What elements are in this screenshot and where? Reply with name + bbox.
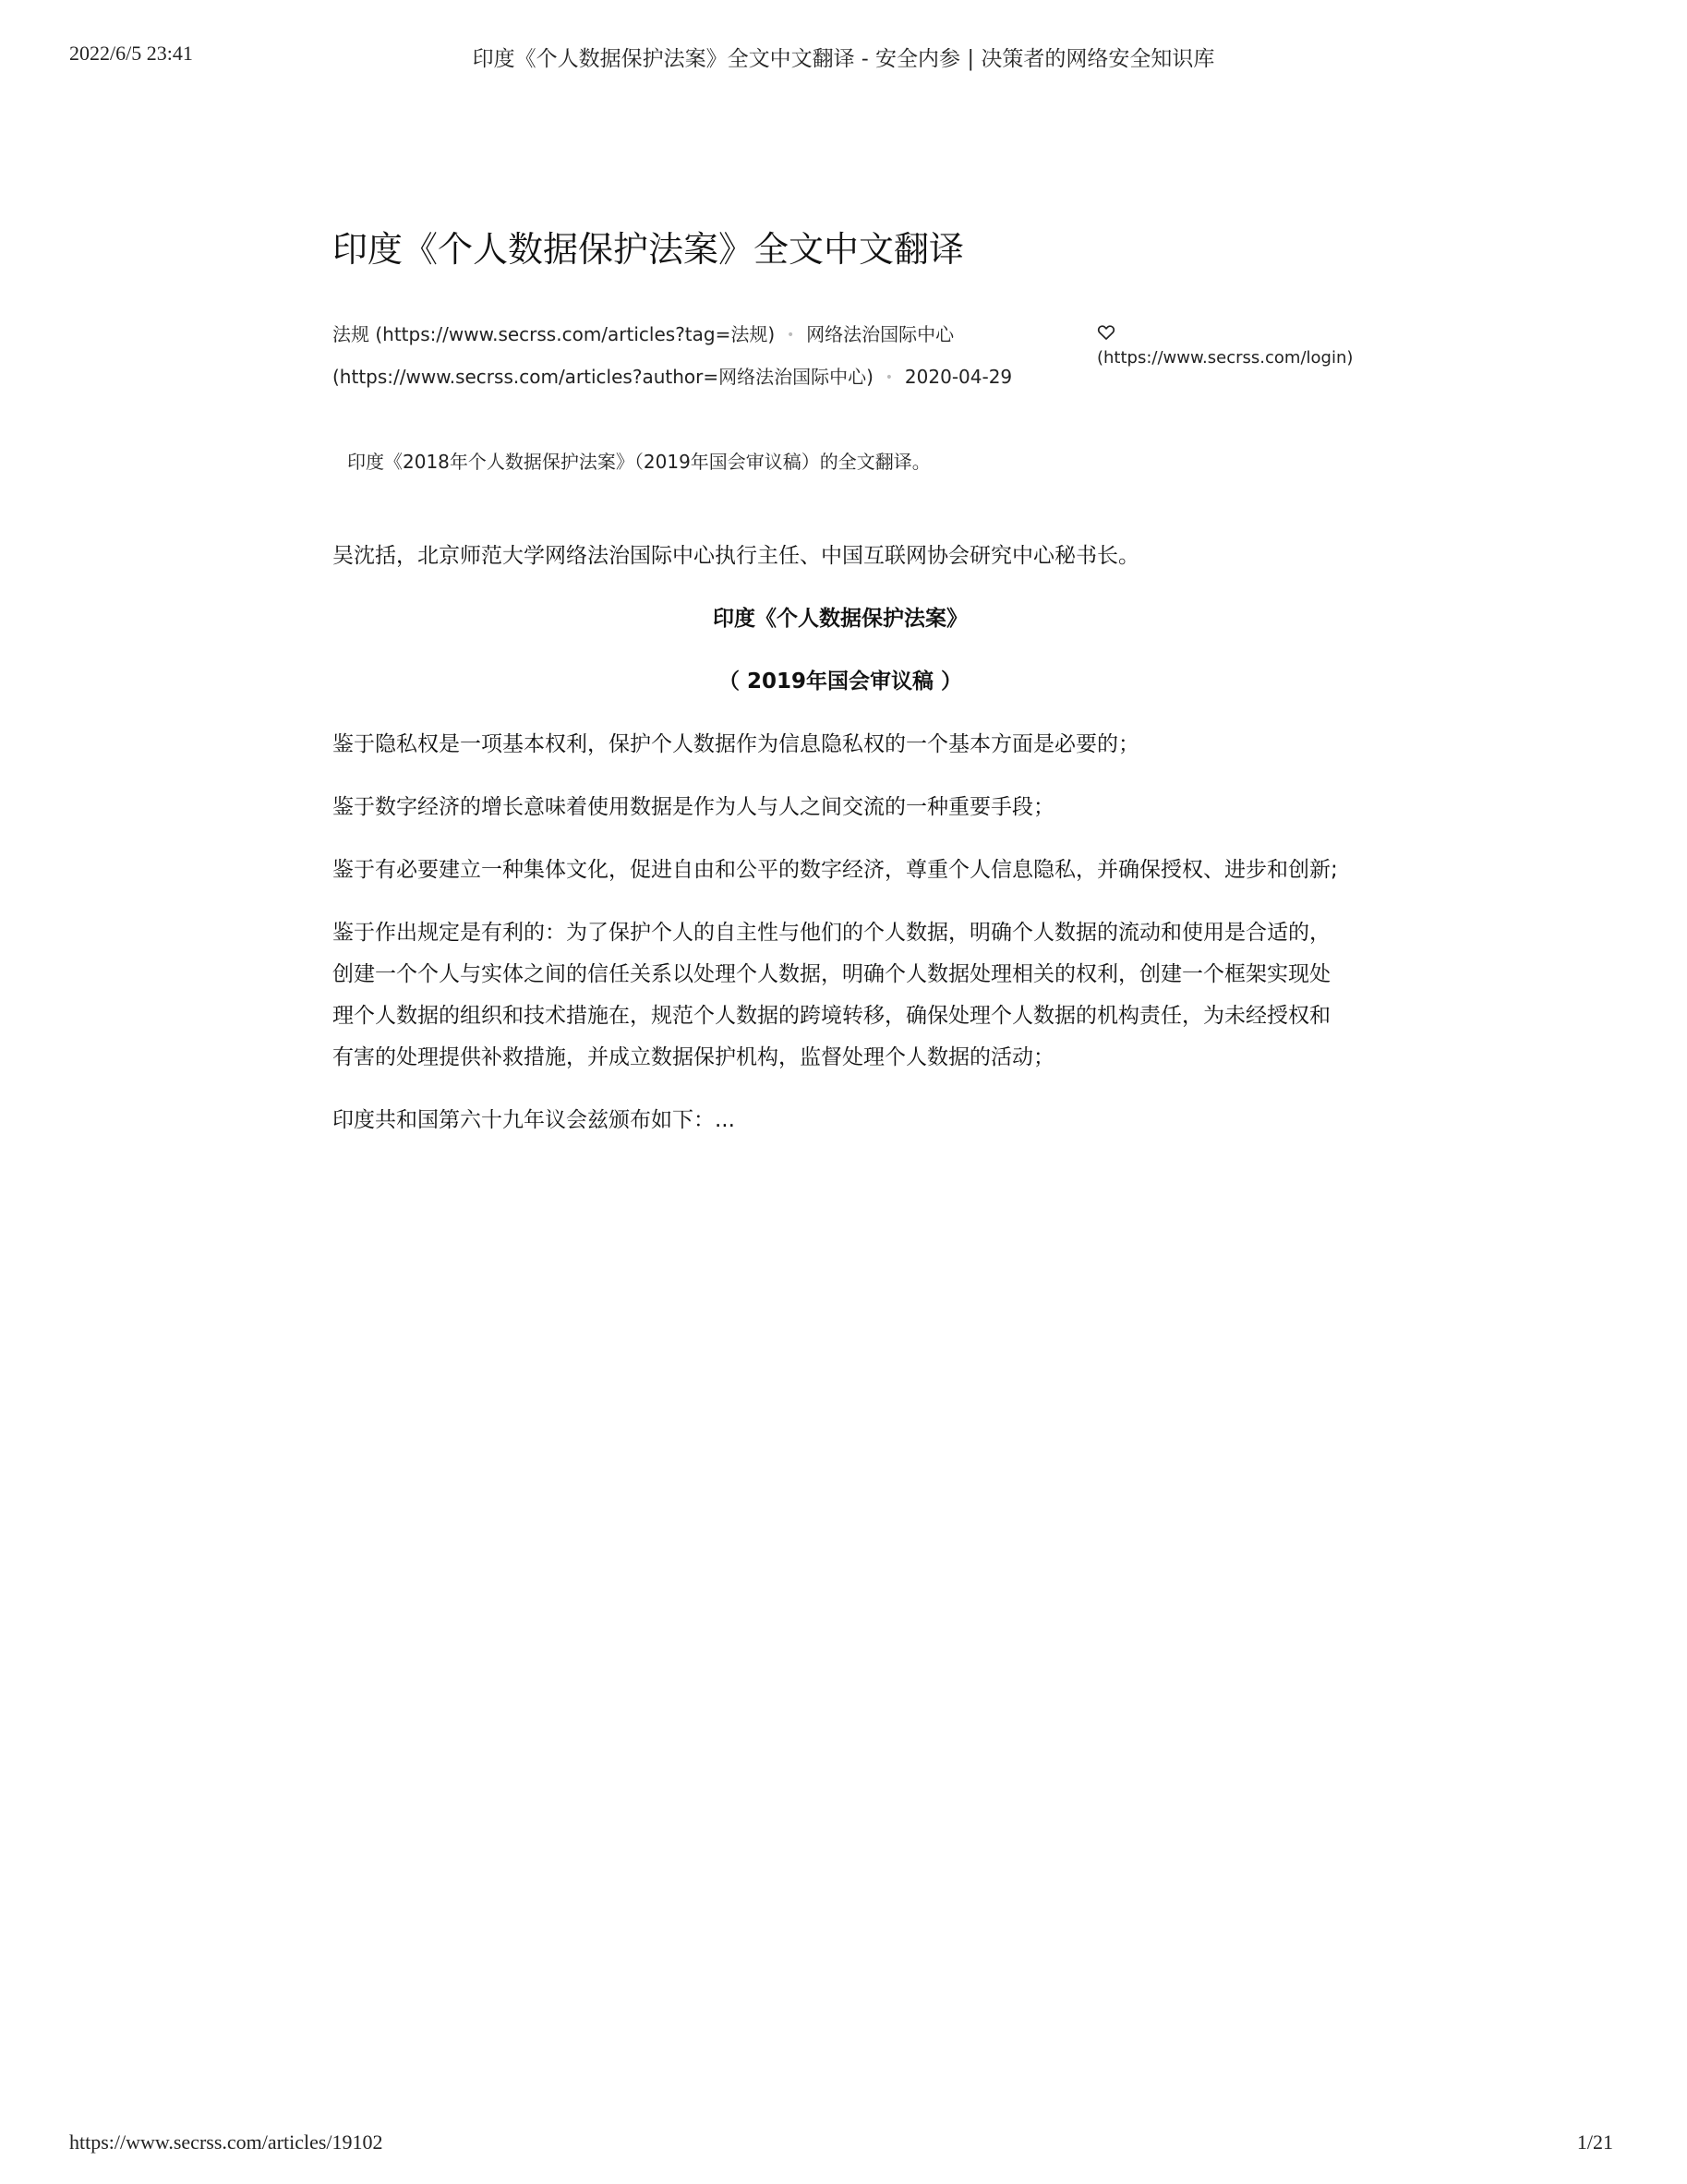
meta-dot-separator: •	[787, 328, 795, 343]
preamble-paragraph: 鉴于隐私权是一项基本权利，保护个人数据作为信息隐私权的一个基本方面是必要的；	[332, 732, 1139, 756]
meta-date: 2020-04-29	[904, 366, 1013, 388]
article-title: 印度《个人数据保护法案》全文中文翻译	[332, 229, 965, 270]
article-summary: 印度《2018年个人数据保护法案》（2019年国会审议稿）的全文翻译。	[347, 451, 931, 473]
preamble-paragraph: 鉴于作出规定是有利的：为了保护个人的自主性与他们的个人数据，明确个人数据的流动和使用是合适的，创建一个个人与实体之间的信任关系以处理个人数据，明确个人数据处理相关的权利，创建一个框架实现处理个人数据的组织和技术措施在，规范个人数据的跨境转移，确保处理个人数据的机构责任，为未经授权和有害的处理提供补救措施，并成立数据保护机构，监督处理个人数据的活动；	[332, 921, 1331, 1069]
author-bio: 吴沈括，北京师范大学网络法治国际中心执行主任、中国互联网协会研究中心秘书长。	[332, 544, 1139, 568]
like-link-url[interactable]: (https://www.secrss.com/login)	[1097, 348, 1354, 368]
print-page-number: 1/21	[1576, 2130, 1613, 2154]
preamble-paragraph: 鉴于有必要建立一种集体文化，促进自由和公平的数字经济，尊重个人信息隐私，并确保授权、进步和创新;	[332, 858, 1338, 882]
law-subtitle: （ 2019年国会审议稿 ）	[717, 670, 963, 694]
enactment-clause: 印度共和国第六十九年议会兹颁布如下：...	[332, 1108, 735, 1132]
like-link[interactable]	[1097, 323, 1353, 369]
article-body	[332, 536, 1348, 1141]
meta-author-link[interactable]: 网络法治国际中心	[806, 323, 955, 345]
article	[332, 222, 1354, 1163]
print-datetime: 2022/6/5 23:41	[69, 42, 193, 65]
law-title: 印度《个人数据保护法案》	[713, 607, 968, 631]
meta-author-url[interactable]: (https://www.secrss.com/articles?author=网络法治国际中心)	[332, 366, 874, 388]
print-page-title: 印度《个人数据保护法案》全文中文翻译 - 安全内参 | 决策者的网络安全知识库	[472, 47, 1215, 71]
meta-tag-link[interactable]: 法规 (https://www.secrss.com/articles?tag=法规)	[332, 323, 776, 345]
article-meta	[332, 314, 1354, 388]
preamble-paragraph: 鉴于数字经济的增长意味着使用数据是作为人与人之间交流的一种重要手段；	[332, 795, 1054, 819]
heart-icon[interactable]	[1097, 323, 1115, 342]
meta-dot-separator: •	[885, 370, 894, 385]
meta-text	[332, 314, 1090, 399]
print-footer-url: https://www.secrss.com/articles/19102	[69, 2130, 383, 2154]
